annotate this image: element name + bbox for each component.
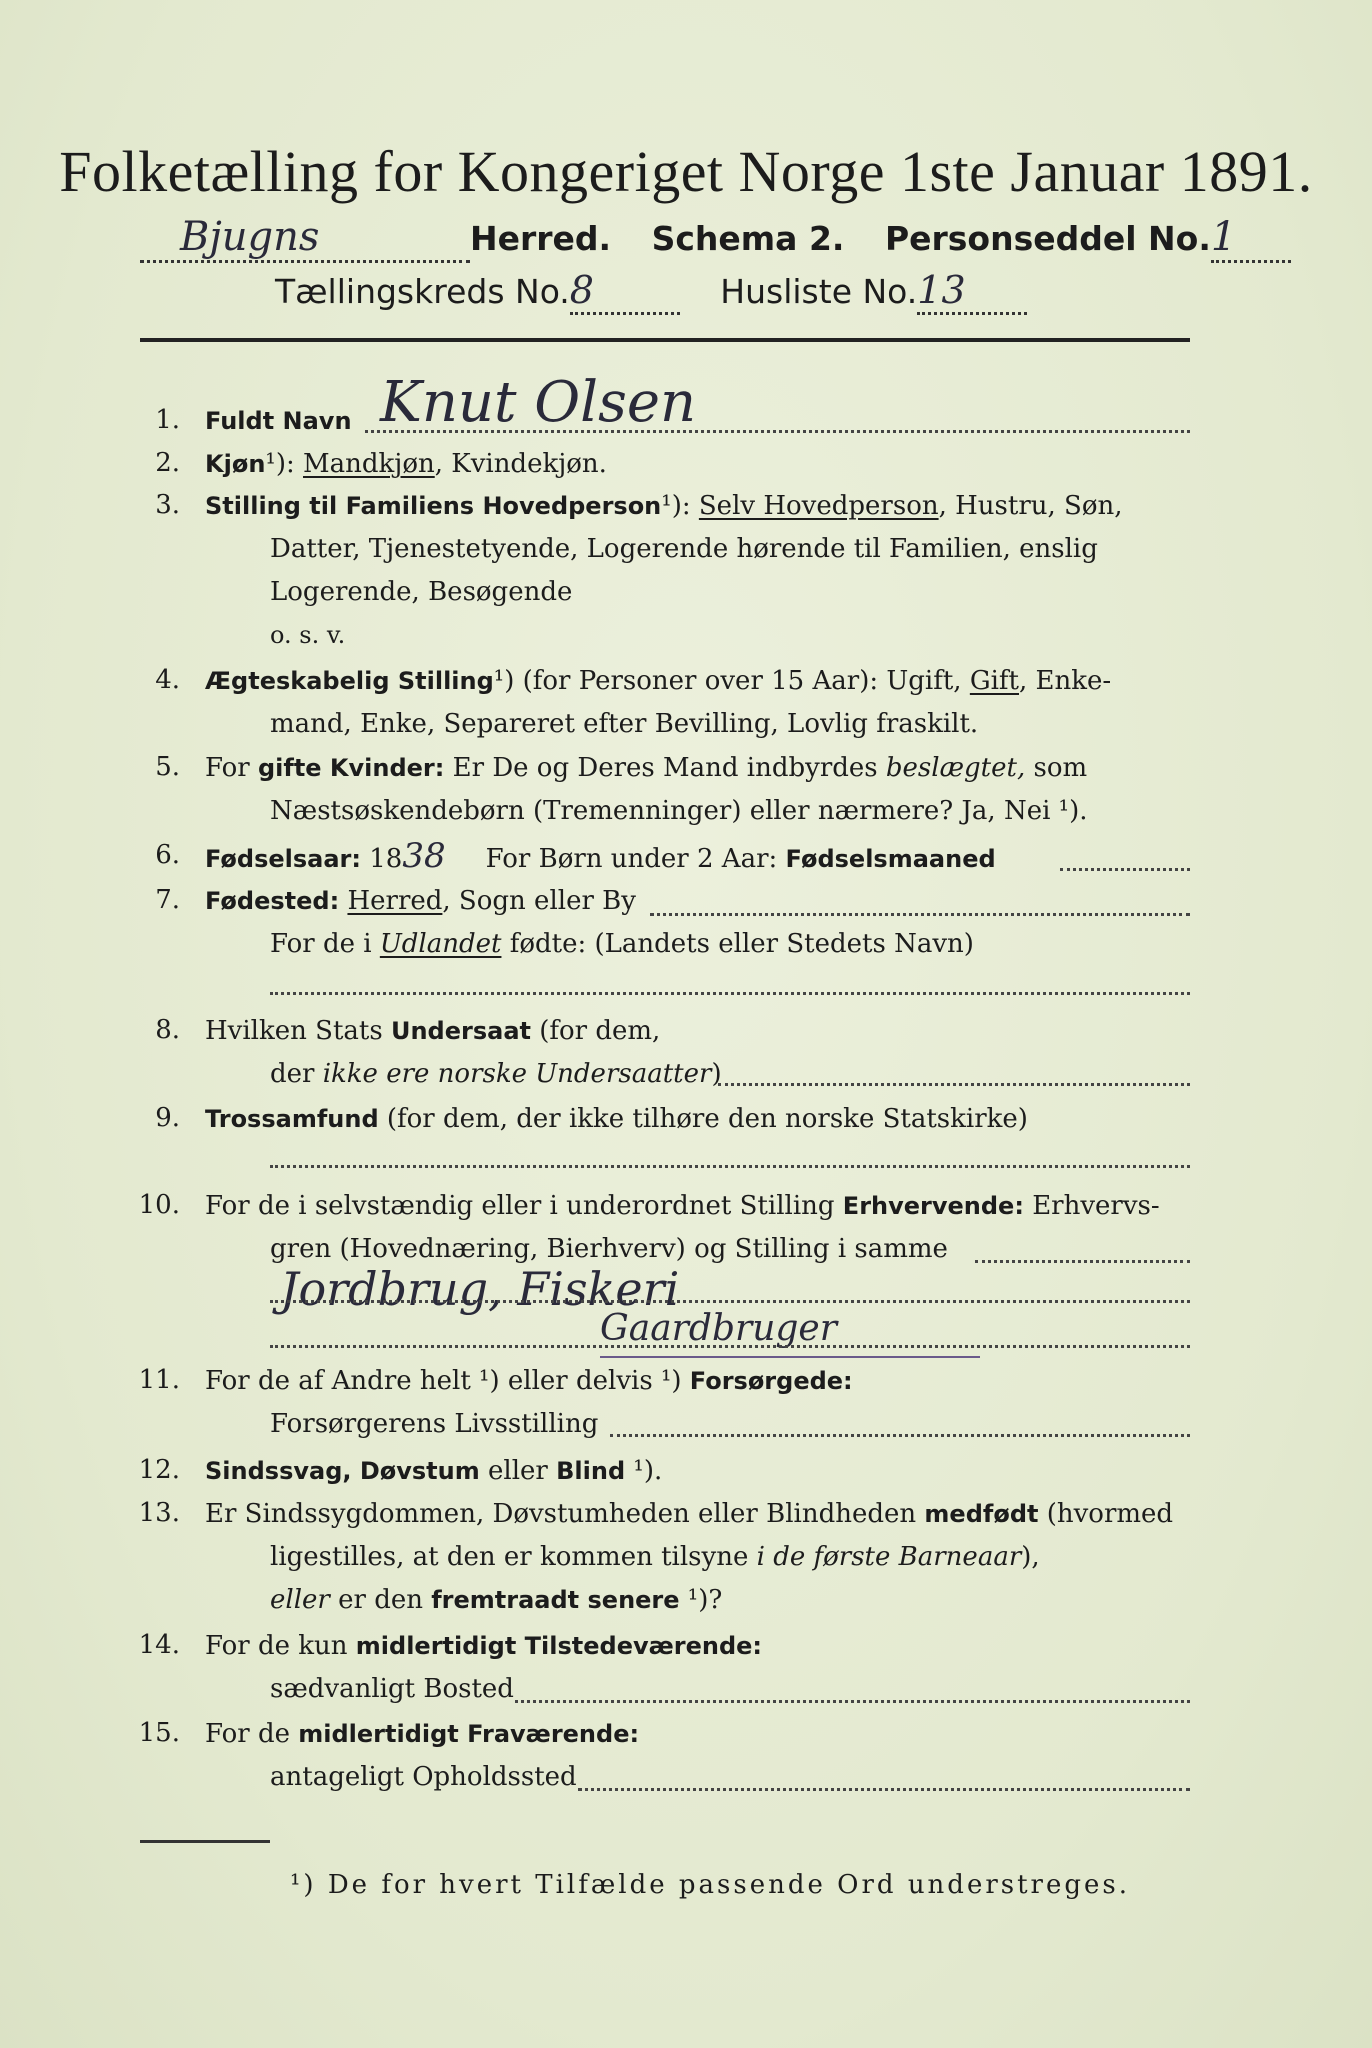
item-2-number: 2. xyxy=(155,448,180,478)
item-13-text: Er Sindssygdommen, Døvstumheden eller Blindheden medfødt (hvormed xyxy=(205,1499,1174,1529)
item-11-dotline xyxy=(610,1434,1190,1437)
item-4-number: 4. xyxy=(155,665,180,695)
item-13-line2: ligestilles, at den er kommen tilsyne i de første Barneaar), xyxy=(270,1542,1040,1572)
item-1-label: Fuldt Navn xyxy=(205,407,352,435)
item-15-number: 15. xyxy=(138,1718,180,1748)
item-12-number: 12. xyxy=(138,1455,180,1485)
item-10-dotline3 xyxy=(270,1345,1190,1348)
fuldt-navn-value: Knut Olsen xyxy=(380,370,697,435)
item-4-line2: mand, Enke, Separeret efter Bevilling, Lovlig fraskilt. xyxy=(270,709,979,739)
item-15-text: For de midlertidigt Fraværende: xyxy=(205,1719,640,1749)
item-11-line2: Forsørgerens Livsstilling xyxy=(270,1409,599,1439)
item-12-text: Sindssvag, Døvstum eller Blind ¹). xyxy=(205,1456,663,1486)
herred-label: Herred. xyxy=(470,219,612,258)
item-8-line2: der ikke ere norske Undersaatter) xyxy=(270,1059,722,1089)
item-7-dotline2 xyxy=(270,992,1190,995)
husliste-label: Husliste No. xyxy=(720,272,918,311)
tellingskreds-value: 8 xyxy=(570,268,680,315)
erhverv-value-2: Gaardbruger xyxy=(600,1308,837,1349)
item-8-dotline xyxy=(718,1083,1190,1086)
item-14-number: 14. xyxy=(138,1630,180,1660)
item-14-line2: sædvanligt Bosted xyxy=(270,1674,514,1704)
item-3-line2: Datter, Tjenestetyende, Logerende hørende til Familien, enslig xyxy=(270,534,1098,564)
item-2-text: Kjøn¹): Mandkjøn, Kvindekjøn. xyxy=(205,449,607,479)
item-5-line2: Næstsøskendebørn (Tremenninger) eller nærmere? Ja, Nei ¹). xyxy=(270,796,1088,826)
item-1-number: 1. xyxy=(155,405,180,435)
item-13-number: 13. xyxy=(138,1498,180,1528)
footnote-rule xyxy=(140,1840,270,1843)
schema-label: Schema 2. xyxy=(651,219,845,258)
item-10-number: 10. xyxy=(138,1190,180,1220)
item-3-line3: Logerende, Besøgende xyxy=(270,577,573,607)
item-4-text: Ægteskabelig Stilling¹) (for Personer over 15 Aar): Ugift, Gift, Enke- xyxy=(205,666,1112,696)
husliste-value: 13 xyxy=(917,268,1027,315)
item-9-number: 9. xyxy=(155,1103,180,1133)
personseddel-label: Personseddel No. xyxy=(884,219,1211,258)
item-7-number: 7. xyxy=(155,885,180,915)
item-3-number: 3. xyxy=(155,490,180,520)
item-8-text: Hvilken Stats Undersaat (for dem, xyxy=(205,1016,661,1046)
item-3-text: Stilling til Familiens Hovedperson¹): Selv Hovedperson, Hustru, Søn, xyxy=(205,491,1123,521)
item-6-number: 6. xyxy=(155,840,180,870)
item-7-text: Fødested: Herred, Sogn eller By xyxy=(205,886,636,916)
form-title: Folketælling for Kongeriget Norge 1ste Januar 1891. xyxy=(59,139,1313,204)
item-8-number: 8. xyxy=(155,1015,180,1045)
item-6-dotline xyxy=(1060,868,1190,871)
item-6-text: Fødselsaar: 1838 For Børn under 2 Aar: Fødselsmaaned xyxy=(205,836,996,876)
item-10-dotline2 xyxy=(270,1300,1190,1303)
item-14-dotline xyxy=(515,1700,1190,1703)
item-3-line4: o. s. v. xyxy=(270,621,346,649)
header-rule xyxy=(140,338,1190,342)
item-13-line3: eller er den fremtraadt senere ¹)? xyxy=(270,1585,723,1615)
herred-value: Bjugns xyxy=(140,214,470,263)
item-9-dotline xyxy=(270,1165,1190,1168)
item-10-text: For de i selvstændig eller i underordnet Stilling Erhvervende: Erhvervs- xyxy=(205,1191,1160,1221)
erhverv-underline xyxy=(600,1356,980,1358)
erhverv-value-1: Jordbrug, Fiskeri xyxy=(280,1262,680,1316)
item-15-dotline xyxy=(578,1788,1190,1791)
item-15-line2: antageligt Opholdssted xyxy=(270,1762,577,1792)
item-7-dotline xyxy=(650,913,1190,916)
item-14-text: For de kun midlertidigt Tilstedeværende: xyxy=(205,1631,763,1661)
tellingskreds-label: Tællingskreds No. xyxy=(275,272,570,311)
item-11-text: For de af Andre helt ¹) eller delvis ¹) Forsørgede: xyxy=(205,1366,853,1396)
tellingskreds-line xyxy=(275,268,1027,315)
item-10-dotline1 xyxy=(975,1260,1190,1263)
item-5-text: For gifte Kvinder: Er De og Deres Mand indbyrdes beslægtet, som xyxy=(205,753,1088,783)
personseddel-value: 1 xyxy=(1211,214,1291,263)
item-5-number: 5. xyxy=(155,752,180,782)
herred-line xyxy=(140,214,1291,263)
item-11-number: 11. xyxy=(138,1365,180,1395)
item-7-line2: For de i Udlandet fødte: (Landets eller Stedets Navn) xyxy=(270,929,974,959)
item-9-text: Trossamfund (for dem, der ikke tilhøre den norske Statskirke) xyxy=(205,1104,1028,1134)
item-10-line2: gren (Hovednæring, Bierhverv) og Stilling i samme xyxy=(270,1234,948,1264)
footnote: ¹) De for hvert Tilfælde passende Ord understreges. xyxy=(290,1870,1131,1900)
